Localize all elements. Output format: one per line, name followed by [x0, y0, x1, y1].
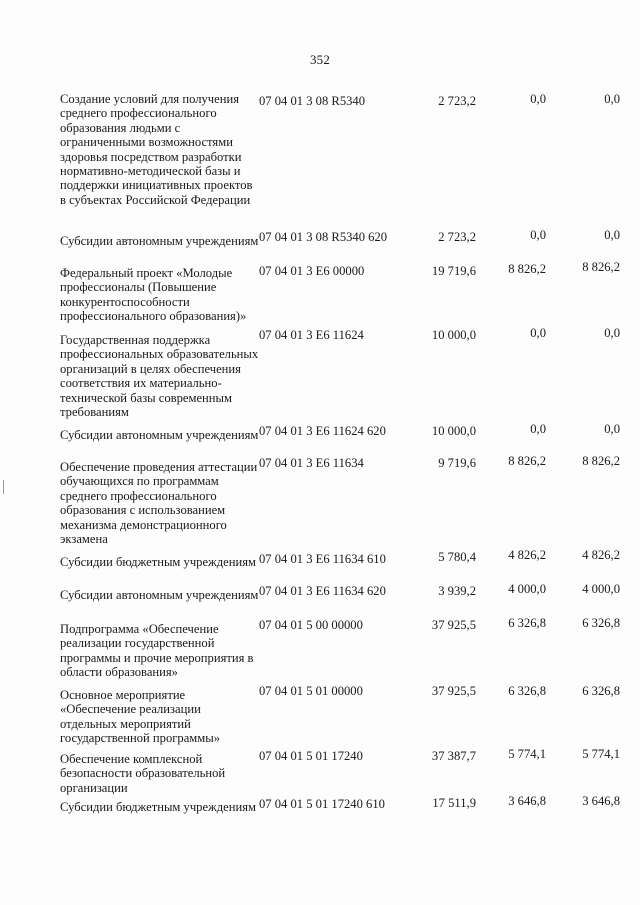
row-value-1: 37 925,5 [431, 618, 476, 632]
row-value-1: 10 000,0 [431, 328, 476, 342]
row-code: 07 04 01 5 01 17240 610 [259, 797, 385, 811]
row-value-3: 0,0 [604, 326, 620, 340]
row-code: 07 04 01 3 E6 11624 [259, 328, 364, 342]
row-value-2: 8 826,2 [508, 454, 546, 468]
row-value-1: 37 387,7 [431, 749, 476, 763]
row-value-1: 17 511,9 [432, 796, 476, 810]
row-description: Федеральный проект «Молодые профессионалы (Повышение конкурентоспособности профессионального образования)» [60, 266, 247, 324]
row-code: 07 04 01 5 01 00000 [259, 684, 363, 698]
row-description: Создание условий для получения среднего профессионального образования людьми с ограниченными возможностями здоровья посредством разработки нормативно-методической базы и поддержки инициативных проектов в субъектах Российской Федерации [60, 92, 253, 207]
row-value-2: 0,0 [530, 326, 546, 340]
row-value-2: 8 826,2 [508, 262, 546, 276]
row-value-1: 19 719,6 [431, 264, 476, 278]
row-value-1: 3 939,2 [438, 584, 476, 598]
row-value-2: 6 326,8 [508, 684, 546, 698]
row-description: Субсидии бюджетным учреждениям [60, 555, 256, 569]
row-description: Основное мероприятие «Обеспечение реализации отдельных мероприятий государственной программы» [60, 688, 220, 746]
row-code: 07 04 01 3 08 R5340 [259, 94, 366, 108]
row-value-2: 3 646,8 [508, 794, 546, 808]
row-code: 07 04 01 3 08 R5340 620 [259, 230, 388, 244]
row-value-3: 4 000,0 [582, 582, 620, 596]
row-value-2: 0,0 [530, 422, 546, 436]
row-value-3: 5 774,1 [582, 747, 620, 761]
row-description: Подпрограмма «Обеспечение реализации государственной программы и прочие мероприятия в области образования» [60, 622, 254, 680]
row-value-3: 6 326,8 [582, 616, 620, 630]
row-code: 07 04 01 3 E6 11634 620 [259, 584, 386, 598]
row-description: Обеспечение проведения аттестации обучающихся по программам среднего профессионального образования с использованием механизма демонстрационного экзамена [60, 460, 258, 547]
row-code: 07 04 01 3 E6 00000 [259, 264, 365, 278]
row-value-3: 4 826,2 [582, 548, 620, 562]
row-value-2: 4 000,0 [508, 582, 546, 596]
row-value-2: 0,0 [530, 228, 546, 242]
row-value-3: 8 826,2 [582, 260, 620, 274]
page-number: 352 [309, 52, 331, 67]
row-value-1: 2 723,2 [438, 230, 476, 244]
row-value-2: 4 826,2 [508, 548, 546, 562]
row-code: 07 04 01 5 01 17240 [259, 749, 363, 763]
row-value-3: 0,0 [604, 228, 620, 242]
row-description: Субсидии автономным учреждениям [60, 428, 259, 442]
row-code: 07 04 01 3 E6 11634 [259, 456, 364, 470]
row-value-2: 5 774,1 [508, 747, 546, 761]
row-value-3: 3 646,8 [582, 794, 620, 808]
row-value-1: 10 000,0 [431, 424, 476, 438]
row-description: Субсидии автономным учреждениям [60, 588, 259, 602]
row-code: 07 04 01 5 00 00000 [259, 618, 363, 632]
row-value-2: 0,0 [530, 92, 546, 106]
row-description: Субсидии бюджетным учреждениям [60, 800, 256, 814]
row-value-1: 37 925,5 [431, 684, 476, 698]
row-value-3: 8 826,2 [582, 454, 620, 468]
row-value-3: 0,0 [604, 92, 620, 106]
row-value-1: 2 723,2 [438, 94, 476, 108]
row-description: Государственная поддержка профессиональных образовательных организаций в целях обеспечения соответствия их материально-технической базы современным требованиям [60, 333, 259, 420]
row-description: Субсидии автономным учреждениям [60, 234, 259, 248]
row-description: Обеспечение комплексной безопасности образовательной организации [60, 752, 226, 795]
row-value-1: 9 719,6 [438, 456, 476, 470]
row-code: 07 04 01 3 E6 11624 620 [259, 424, 386, 438]
row-value-2: 6 326,8 [508, 616, 546, 630]
row-code: 07 04 01 3 E6 11634 610 [259, 552, 386, 566]
row-value-3: 6 326,8 [582, 684, 620, 698]
row-value-1: 5 780,4 [438, 550, 476, 564]
row-value-3: 0,0 [604, 422, 620, 436]
